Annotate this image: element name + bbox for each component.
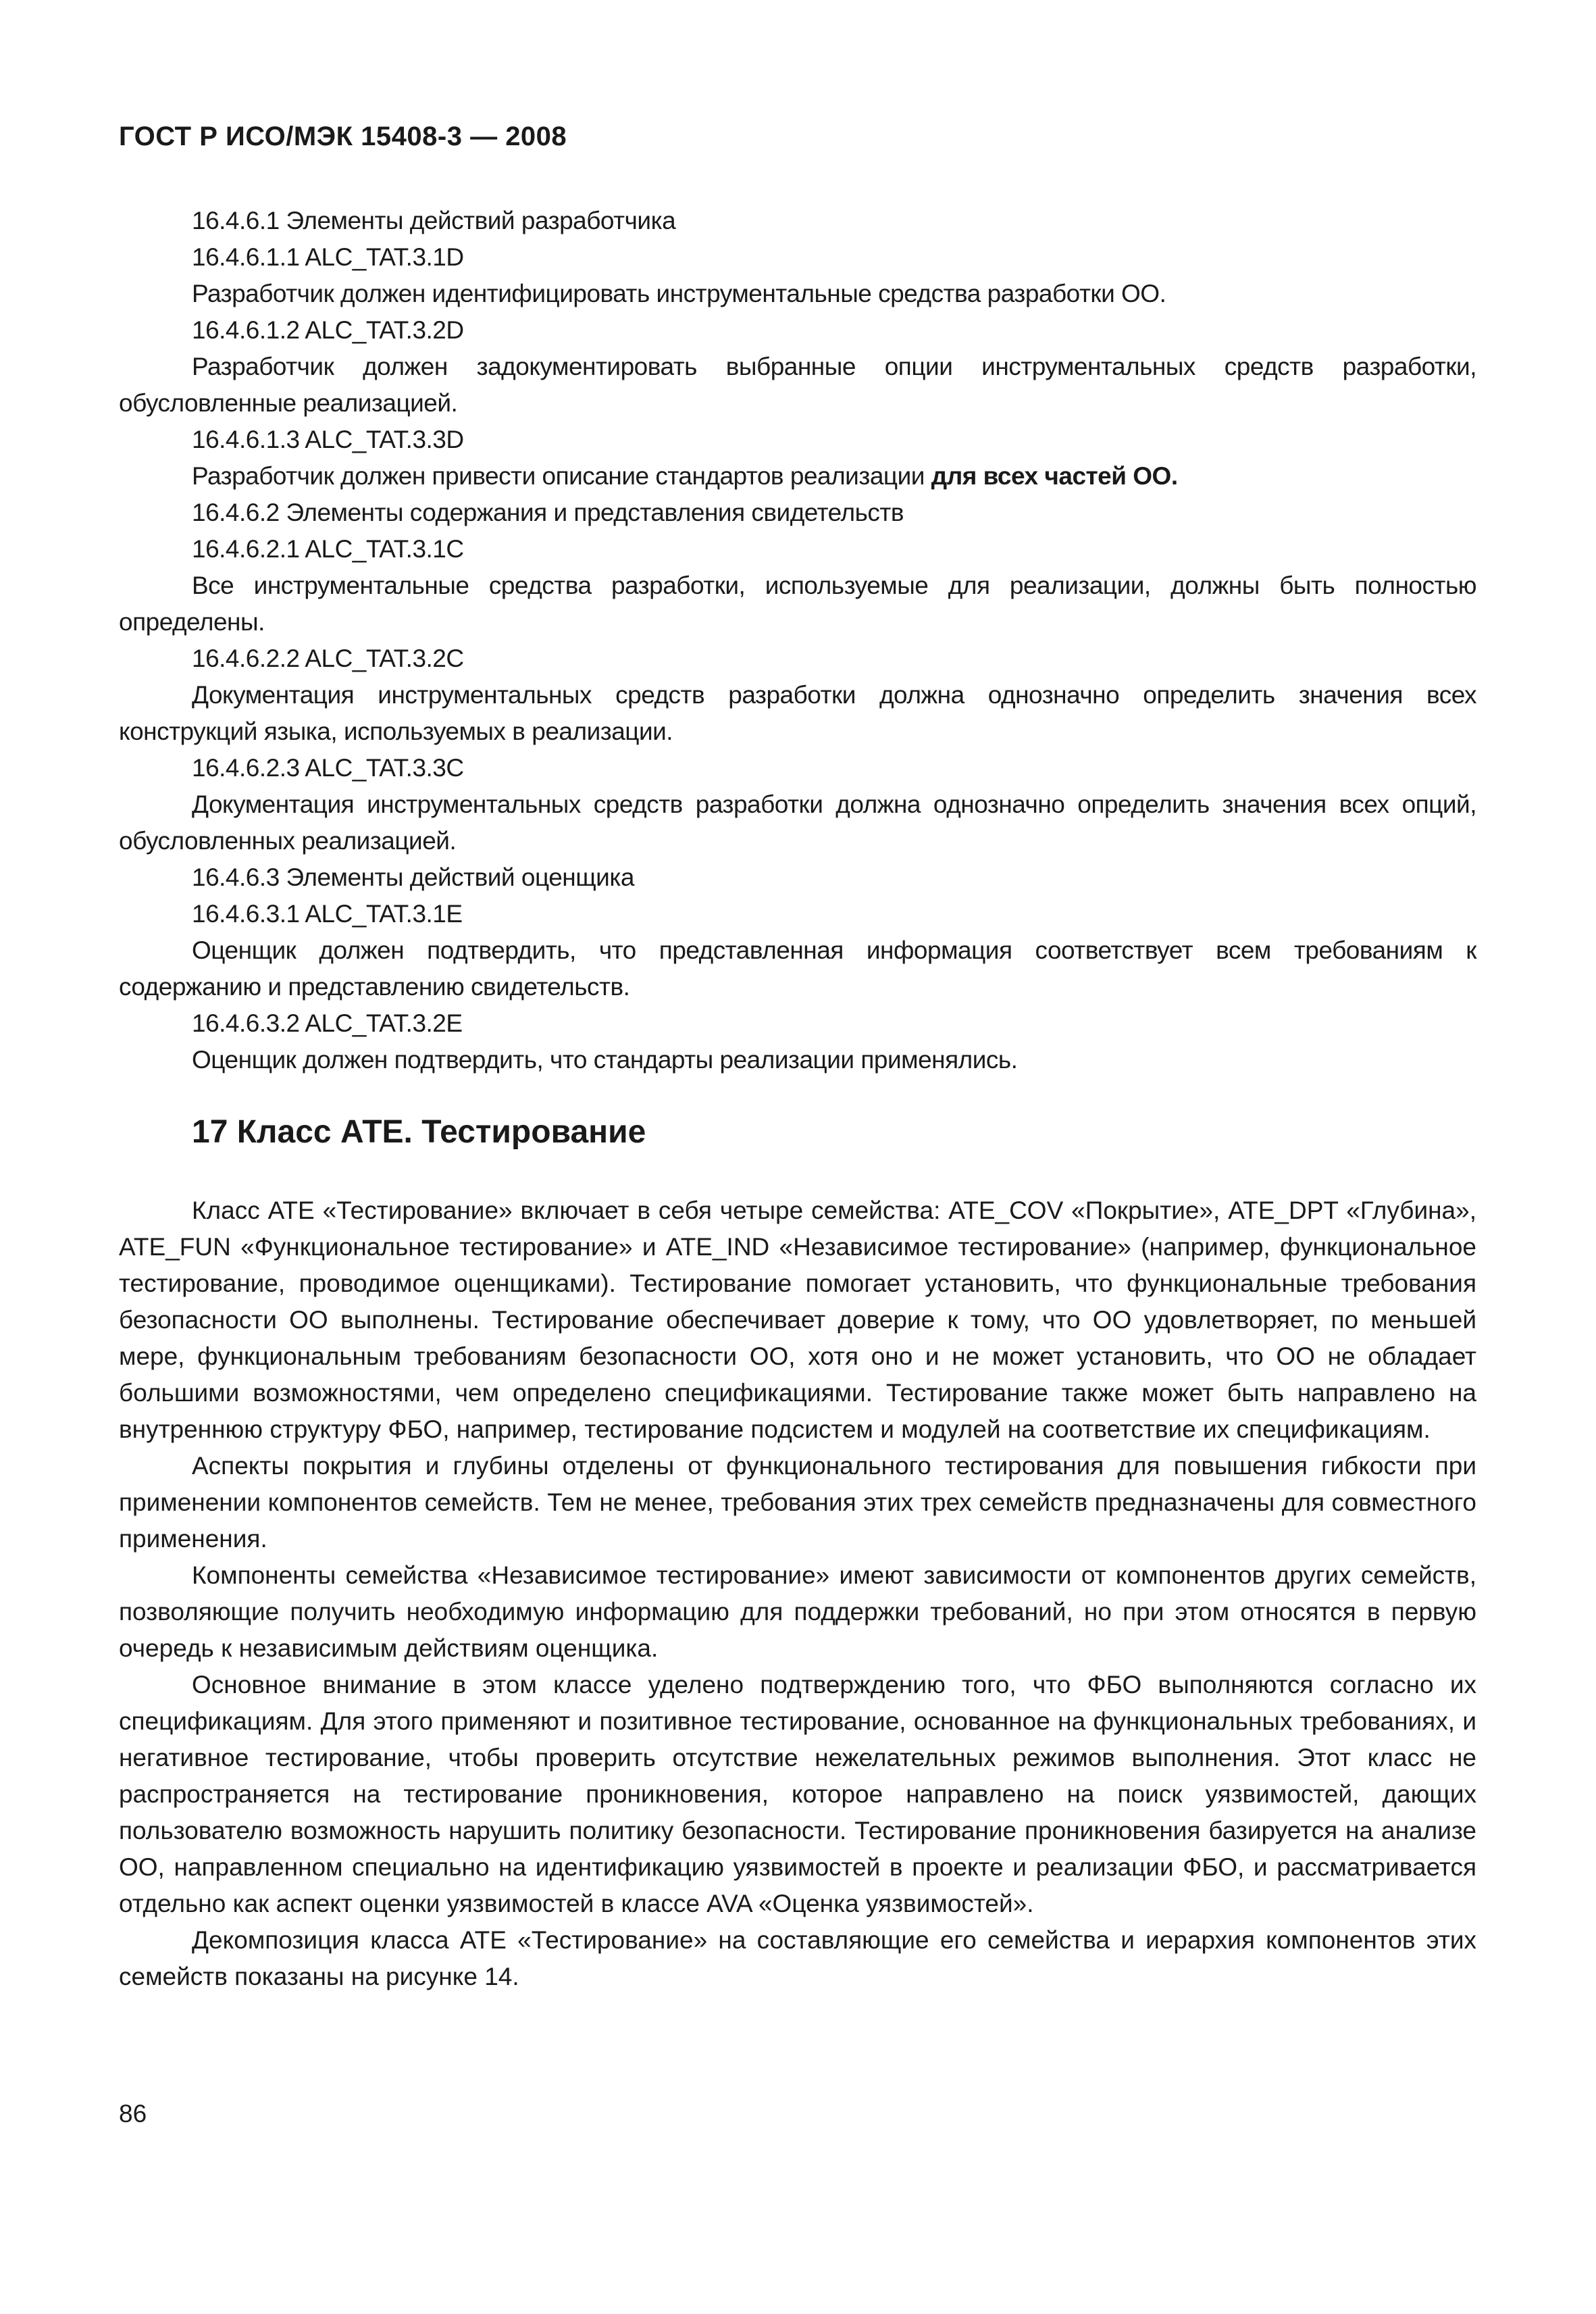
- paragraph-text: Класс АТЕ «Тестирование» включает в себя четыре семейства: ATE_COV «Покрытие», ATE_DPT «Глубина», ATE_FUN «Функциональное тестирование» и ATE_IND «Независимое тестирование» (например, функциональное тестирование, проводимое оценщиками). Тестирование помогает установить, что функциональные требования безопасности ОО выполнены. Тестирование обеспечивает доверие к тому, что ОО удовлетворяет, по меньшей мере, функциональным требованиям безопасности ОО, хотя оно и не может установить, что ОО не обладает большими возможностями, чем определено спецификациями. Тестирование также может быть направлено на внутреннюю структуру ФБО, например, тестирование подсистем и модулей на соответствие их спецификациям.: [119, 1197, 1476, 1443]
- paragraph: [119, 568, 1476, 640]
- paragraph-text: 16.4.6.1.2 ALC_TAT.3.2D: [192, 316, 464, 344]
- paragraph-text: Документация инструментальных средств разработки должна однозначно определить значения всех конструкций языка, используемых в реализации.: [119, 681, 1476, 745]
- paragraph-text: Разработчик должен задокументировать выбранные опции инструментальных средств разработки, обусловленные реализацией.: [119, 353, 1476, 417]
- paragraph-text: Основное внимание в этом классе уделено подтверждению того, что ФБО выполняются согласно их спецификациям. Для этого применяют и позитивное тестирование, основанное на функциональных требованиях, и негативное тестирование, чтобы проверить отсутствие нежелательных режимов выполнения. Этот класс не распространяется на тестирование проникновения, которое направлено на поиск уязвимостей, дающих пользователю возможность нарушить политику безопасности. Тестирование проникновения базируется на анализе ОО, направленном специально на идентификацию уязвимостей в проекте и реализации ФБО, и рассматривается отдельно как аспект оценки уязвимостей в классе AVA «Оценка уязвимостей».: [119, 1671, 1476, 1917]
- bold-emphasis: для всех частей ОО.: [931, 462, 1178, 490]
- paragraph: [119, 750, 1476, 786]
- paragraph: [119, 203, 1476, 239]
- paragraph: [119, 1042, 1476, 1078]
- paragraph-text: Все инструментальные средства разработки, используемые для реализации, должны быть полностью определены.: [119, 572, 1476, 636]
- paragraph-text: 16.4.6.1 Элементы действий разработчика: [192, 207, 676, 234]
- paragraph: [119, 495, 1476, 531]
- paragraph: [119, 786, 1476, 859]
- requirements-block: [119, 203, 1476, 1078]
- paragraph-text: 16.4.6.2.2 ALC_TAT.3.2C: [192, 645, 464, 672]
- paragraph: [119, 1448, 1476, 1557]
- paragraph: [119, 677, 1476, 750]
- paragraph-text: 16.4.6.3.1 ALC_TAT.3.1E: [192, 900, 463, 928]
- paragraph: [119, 932, 1476, 1005]
- paragraph-text: 16.4.6.2.3 ALC_TAT.3.3C: [192, 754, 464, 782]
- paragraph-text: 16.4.6.2 Элементы содержания и представления свидетельств: [192, 499, 904, 526]
- paragraph: [119, 531, 1476, 568]
- paragraph-text: 16.4.6.1.1 ALC_TAT.3.1D: [192, 243, 464, 271]
- paragraph: [119, 458, 1476, 495]
- paragraph: [119, 422, 1476, 458]
- paragraph: [119, 1192, 1476, 1448]
- paragraph: [119, 1557, 1476, 1667]
- paragraph: [119, 859, 1476, 896]
- document-header: ГОСТ Р ИСО/МЭК 15408-3 — 2008: [119, 122, 567, 151]
- paragraph-text: Разработчик должен привести описание стандартов реализации: [192, 462, 931, 490]
- paragraph-text: Декомпозиция класса АТЕ «Тестирование» на составляющие его семейства и иерархия компонентов этих семейств показаны на рисунке 14.: [119, 1926, 1476, 1990]
- paragraph-text: 16.4.6.1.3 ALC_TAT.3.3D: [192, 426, 464, 453]
- paragraph: [119, 1005, 1476, 1042]
- paragraph: [119, 640, 1476, 677]
- paragraph: [119, 349, 1476, 422]
- paragraph: [119, 312, 1476, 349]
- page-number: 86: [119, 2100, 147, 2128]
- paragraph-text: Документация инструментальных средств разработки должна однозначно определить значения всех опций, обусловленных реализацией.: [119, 790, 1476, 855]
- paragraph-text: Компоненты семейства «Независимое тестирование» имеют зависимости от компонентов других семейств, позволяющие получить необходимую информацию для поддержки требований, но при этом относятся в первую очередь к независимым действиям оценщика.: [119, 1561, 1476, 1662]
- section-body: [119, 1192, 1476, 1995]
- paragraph-text: 16.4.6.3 Элементы действий оценщика: [192, 863, 634, 891]
- paragraph-text: 16.4.6.3.2 ALC_TAT.3.2E: [192, 1009, 463, 1037]
- paragraph-text: Разработчик должен идентифицировать инструментальные средства разработки ОО.: [192, 280, 1166, 307]
- paragraph-text: 16.4.6.2.1 ALC_TAT.3.1C: [192, 535, 464, 563]
- paragraph: [119, 896, 1476, 932]
- paragraph: [119, 1667, 1476, 1922]
- paragraph: [119, 239, 1476, 276]
- section-heading: 17 Класс АТЕ. Тестирование: [192, 1114, 646, 1150]
- paragraph-text: Аспекты покрытия и глубины отделены от функционального тестирования для повышения гибкости при применении компонентов семейств. Тем не менее, требования этих трех семейств предназначены для совместного применения.: [119, 1452, 1476, 1553]
- paragraph-text: Оценщик должен подтвердить, что стандарты реализации применялись.: [192, 1046, 1018, 1074]
- paragraph-text: Оценщик должен подтвердить, что представленная информация соответствует всем требованиям к содержанию и представлению свидетельств.: [119, 936, 1476, 1001]
- paragraph: [119, 276, 1476, 312]
- paragraph: [119, 1922, 1476, 1995]
